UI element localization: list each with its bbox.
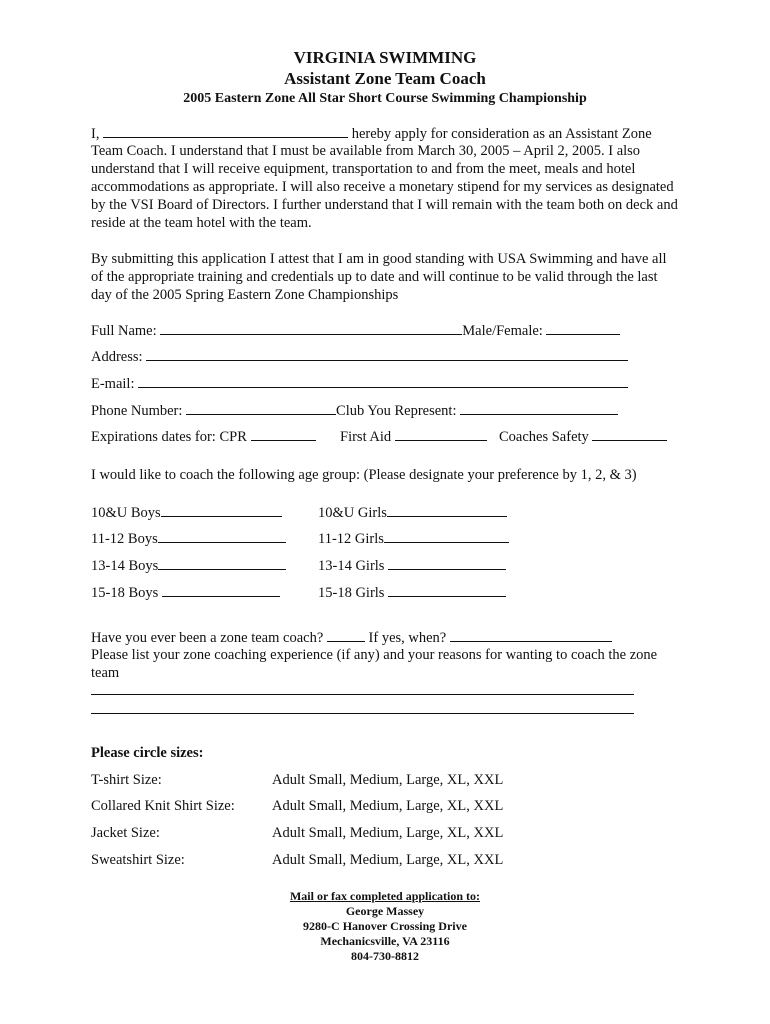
age-group-label: 15-18 Boys: [91, 585, 159, 601]
intro-line1-suffix: hereby apply for consideration as an Assistant Zone: [351, 126, 652, 142]
full-name-row: [91, 321, 620, 340]
age-group-label: 11-12 Boys: [91, 531, 158, 547]
gender-label: Male/Female:: [462, 323, 543, 339]
age-group-girls-13-14: [318, 556, 506, 575]
intro-first-line: [91, 124, 652, 143]
preference-blank[interactable]: [158, 556, 286, 570]
cpr-blank[interactable]: [251, 427, 316, 441]
size-label: T-shirt Size:: [91, 772, 162, 788]
address-blank[interactable]: [146, 347, 628, 361]
coaches-safety-field: [499, 427, 667, 446]
experience-answer-blank[interactable]: [327, 628, 365, 642]
experience-list-prompt: Please list your zone coaching experience (if any) and your reasons for wanting to coach the zone team: [91, 647, 658, 681]
contact-city: Mechanicsville, VA 23116: [320, 934, 450, 948]
coaches-safety-label: Coaches Safety: [499, 429, 589, 445]
gender-blank[interactable]: [546, 321, 620, 335]
preference-blank[interactable]: [387, 503, 507, 517]
size-label: Collared Knit Shirt Size:: [91, 798, 235, 814]
preference-blank[interactable]: [384, 529, 509, 543]
phone-label: Phone Number:: [91, 403, 183, 419]
full-name-blank[interactable]: [160, 321, 462, 335]
expirations-row: [91, 427, 316, 446]
age-group-girls-15-18: [318, 583, 506, 602]
experience-question: Have you ever been a zone team coach?: [91, 630, 324, 646]
event-title: 2005 Eastern Zone All Star Short Course Swimming Championship: [183, 91, 587, 106]
applicant-name-blank[interactable]: [103, 124, 348, 138]
size-label: Jacket Size:: [91, 825, 160, 841]
age-group-label: 11-12 Girls: [318, 531, 384, 547]
age-group-girls-11-12: [318, 529, 509, 548]
preference-blank[interactable]: [158, 529, 286, 543]
full-name-label: Full Name:: [91, 323, 157, 339]
if-yes-label: If yes, when?: [368, 630, 447, 646]
experience-row: [91, 628, 612, 647]
form-subtitle: Assistant Zone Team Coach: [284, 69, 486, 88]
form-title: VIRGINIA SWIMMING: [293, 48, 477, 67]
email-row: [91, 374, 628, 393]
club-label: Club You Represent:: [336, 403, 457, 419]
contact-street: 9280-C Hanover Crossing Drive: [303, 919, 467, 933]
if-yes-blank[interactable]: [450, 628, 612, 642]
preference-blank[interactable]: [388, 556, 506, 570]
age-group-label: 15-18 Girls: [318, 585, 385, 601]
preference-blank[interactable]: [162, 583, 280, 597]
size-options[interactable]: Adult Small, Medium, Large, XL, XXL: [272, 825, 504, 841]
coaches-safety-blank[interactable]: [592, 427, 667, 441]
phone-blank[interactable]: [186, 401, 336, 415]
club-blank[interactable]: [460, 401, 618, 415]
first-aid-label: First Aid: [340, 429, 392, 445]
intro-paragraph: Team Coach. I understand that I must be available from March 30, 2005 – April 2, 2005. I also understand that I will receive equipment, transportation to and from the meet, meals and hotel accommodations as appropriate. I will also receive a monetary stipend for my services as designated by the VSI Board of Directors. I further understand that I will remain with the team both on deck and reside at the team hotel with the team.: [91, 143, 678, 231]
age-group-girls-10u: [318, 503, 507, 522]
age-group-boys-11-12: [91, 529, 286, 548]
age-group-prompt: I would like to coach the following age group: (Please designate your preference by 1, 2, & 3): [91, 467, 637, 483]
age-group-boys-13-14: [91, 556, 286, 575]
first-aid-field: [340, 427, 487, 446]
experience-answer-line[interactable]: [91, 694, 634, 695]
first-aid-blank[interactable]: [395, 427, 487, 441]
expirations-label: Expirations dates for: CPR: [91, 429, 247, 445]
age-group-label: 10&U Girls: [318, 505, 387, 521]
address-label: Address:: [91, 349, 143, 365]
contact-phone: 804-730-8812: [351, 949, 419, 963]
email-label: E-mail:: [91, 376, 135, 392]
preference-blank[interactable]: [388, 583, 506, 597]
intro-prefix: I,: [91, 126, 100, 142]
size-options[interactable]: Adult Small, Medium, Large, XL, XXL: [272, 852, 504, 868]
address-row: [91, 347, 628, 366]
mail-heading: Mail or fax completed application to:: [289, 889, 481, 903]
preference-blank[interactable]: [161, 503, 282, 517]
email-blank[interactable]: [138, 374, 628, 388]
contact-name: George Massey: [345, 904, 425, 918]
age-group-boys-15-18: [91, 583, 280, 602]
size-label: Sweatshirt Size:: [91, 852, 185, 868]
size-options[interactable]: Adult Small, Medium, Large, XL, XXL: [272, 772, 504, 788]
phone-row: [91, 401, 618, 420]
size-options[interactable]: Adult Small, Medium, Large, XL, XXL: [272, 798, 504, 814]
age-group-boys-10u: [91, 503, 282, 522]
sizes-heading: Please circle sizes:: [91, 745, 204, 761]
age-group-label: 13-14 Boys: [91, 558, 159, 574]
experience-answer-line[interactable]: [91, 713, 634, 714]
age-group-label: 13-14 Girls: [318, 558, 385, 574]
attest-paragraph: By submitting this application I attest that I am in good standing with USA Swimming and have all of the appropriate training and credentials up to date and will continue to be valid through the last day of the 2005 Spring Eastern Zone Championships: [91, 251, 667, 303]
age-group-label: 10&U Boys: [91, 505, 161, 521]
